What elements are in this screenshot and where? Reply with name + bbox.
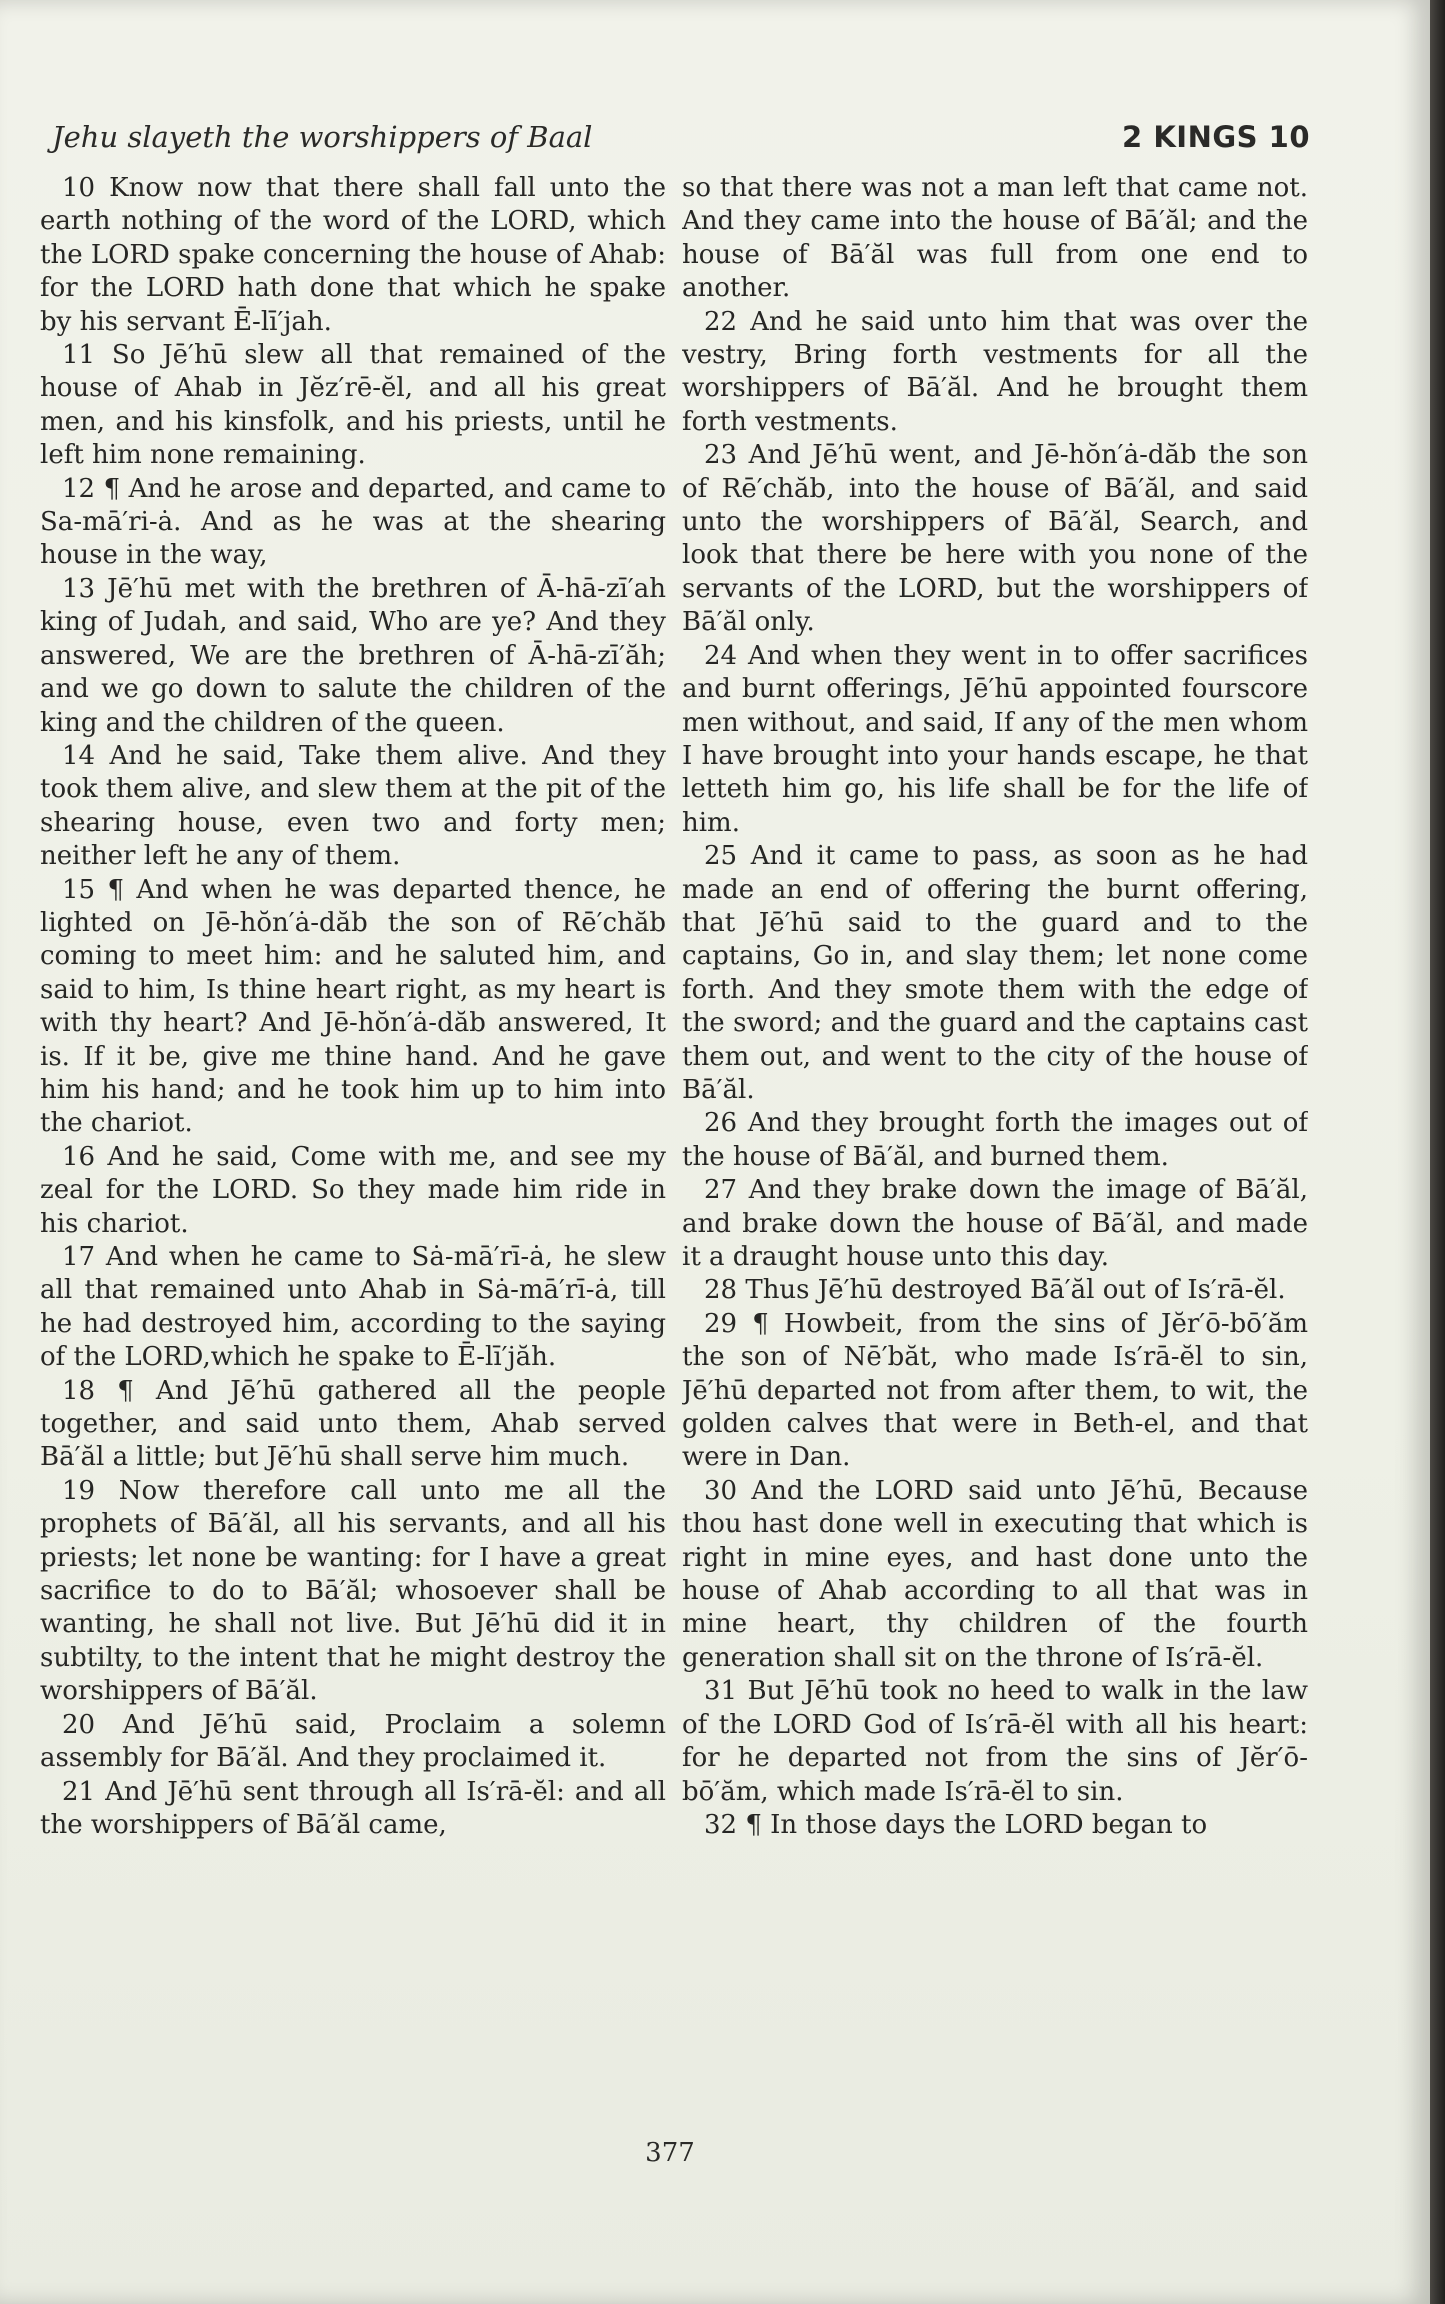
verse-18: 18 ¶ And Jē′hū gathered all the people together, and said unto them, Ahab served Bā′ăl a little; but Jē′hū shall serve him much. — [40, 1375, 666, 1473]
verse-25: 25 And it came to pass, as soon as he had made an end of offering the burnt offering, that Jē′hū said to the guard and to the captains, Go in, and slay them; let none come forth. And they smote them with the edge of the sword; and the guard and the captains cast them out, and went to the city of the house of Bā′ăl. — [682, 841, 1308, 1105]
verse-10: 10 Know now that there shall fall unto the earth nothing of the word of the LORD, which the LORD spake concerning the house of Ahab: for the LORD hath done that which he spake by his servant Ē-lī′jah. — [40, 173, 666, 337]
verse-21: 21 And Jē′hū sent through all Is′rā-ĕl: and all the worshippers of Bā′ăl came, — [40, 1776, 666, 1840]
background-edge — [1430, 0, 1445, 2304]
verse-21-continued: so that there was not a man left that came not. And they came into the house of Bā′ăl; and the house of Bā′ăl was full from one end to another. — [682, 173, 1308, 304]
verse-22: 22 And he said unto him that was over the vestry, Bring forth vestments for all the worshippers of Bā′ăl. And he brought them forth vestments. — [682, 306, 1308, 437]
verse-23: 23 And Jē′hū went, and Jē-hŏn′ȧ-dăb the son of Rē′chăb, into the house of Bā′ăl, and said unto the worshippers of Bā′ăl, Search, and look that there be here with you none of the servants of the LORD, but the worshippers of Bā′ăl only. — [682, 440, 1308, 638]
verse-14: 14 And he said, Take them alive. And they took them alive, and slew them at the pit of the shearing house, even two and forty men; neither left he any of them. — [40, 740, 666, 872]
verse-27: 27 And they brake down the image of Bā′ăl, and brake down the house of Bā′ăl, and made it a draught house unto this day. — [682, 1175, 1308, 1272]
verse-11: 11 So Jē′hū slew all that remained of the house of Ahab in Jĕz′rē-ĕl, and all his great men, and his kinsfolk, and his priests, until he left him none remaining. — [40, 340, 666, 471]
verse-12: 12 ¶ And he arose and departed, and came to Sa-mā′ri-ȧ. And as he was at the shearing house in the way, — [40, 473, 666, 571]
verse-20: 20 And Jē′hū said, Proclaim a solemn assembly for Bā′ăl. And they proclaimed it. — [40, 1709, 666, 1774]
text-columns — [40, 172, 1308, 2122]
running-head-title: Jehu slayeth the worshippers of Baal — [52, 120, 593, 154]
verse-28: 28 Thus Jē′hū destroyed Bā′ăl out of Is′rā-ĕl. — [704, 1275, 1286, 1306]
verse-31: 31 But Jē′hū took no heed to walk in the law of the LORD God of Is′rā-ĕl with all his heart: for he departed not from the sins of Jĕr′ō-bō′ăm, which made Is′rā-ĕl to sin. — [682, 1676, 1308, 1807]
running-head-book-chapter: 2 KINGS 10 — [1122, 120, 1310, 154]
verse-17: 17 And when he came to Sȧ-mā′rī-ȧ, he slew all that remained unto Ahab in Sȧ-mā′rī-ȧ, till he had destroyed him, according to the saying of the LORD,which he spake to Ē-lī′jăh. — [40, 1242, 666, 1373]
verse-19: 19 Now therefore call unto me all the prophets of Bā′ăl, all his servants, and all his priests; let none be wanting: for I have a great sacrifice to do to Bā′ăl; whosoever shall be wanting, he shall not live. But Jē′hū did it in subtilty, to the intent that he might destroy the worshippers of Bā′ăl. — [40, 1475, 666, 1707]
right-column — [682, 172, 1308, 2122]
verse-32: 32 ¶ In those days the LORD began to — [704, 1809, 1208, 1840]
verse-29: 29 ¶ Howbeit, from the sins of Jĕr′ō-bō′ăm the son of Nē′băt, who made Is′rā-ĕl to sin, Jē′hū departed not from after them, to wit, the golden calves that were in Beth-el, and that were in Dan. — [682, 1308, 1308, 1473]
verse-13: 13 Jē′hū met with the brethren of Ā-hā-zī′ah king of Judah, and said, Who are ye? And they answered, We are the brethren of Ā-hā-zī′ăh; and we go down to salute the children of the king and the children of the queen. — [40, 573, 666, 738]
left-column — [40, 172, 666, 2122]
verse-30: 30 And the LORD said unto Jē′hū, Because thou hast done well in executing that which is right in mine eyes, and hast done unto the house of Ahab according to all that was in mine heart, thy children of the fourth generation shall sit on the throne of Is′rā-ĕl. — [682, 1475, 1308, 1673]
page-number: 377 — [645, 2138, 695, 2168]
verse-26: 26 And they brought forth the images out of the house of Bā′ăl, and burned them. — [682, 1108, 1308, 1172]
verse-24: 24 And when they went in to offer sacrifices and burnt offerings, Jē′hū appointed fourscore men without, and said, If any of the men whom I have brought into your hands escape, he that letteth him go, his life shall be for the life of him. — [682, 640, 1308, 838]
verse-15: 15 ¶ And when he was departed thence, he lighted on Jē-hŏn′ȧ-dăb the son of Rē′chăb coming to meet him: and he saluted him, and said to him, Is thine heart right, as my heart is with thy heart? And Jē-hŏn′ȧ-dăb answered, It is. If it be, give me thine hand. And he gave him his hand; and he took him up to him into the chariot. — [40, 874, 666, 1139]
running-head — [52, 120, 1310, 164]
verse-16: 16 And he said, Come with me, and see my zeal for the LORD. So they made him ride in his chariot. — [40, 1141, 666, 1239]
